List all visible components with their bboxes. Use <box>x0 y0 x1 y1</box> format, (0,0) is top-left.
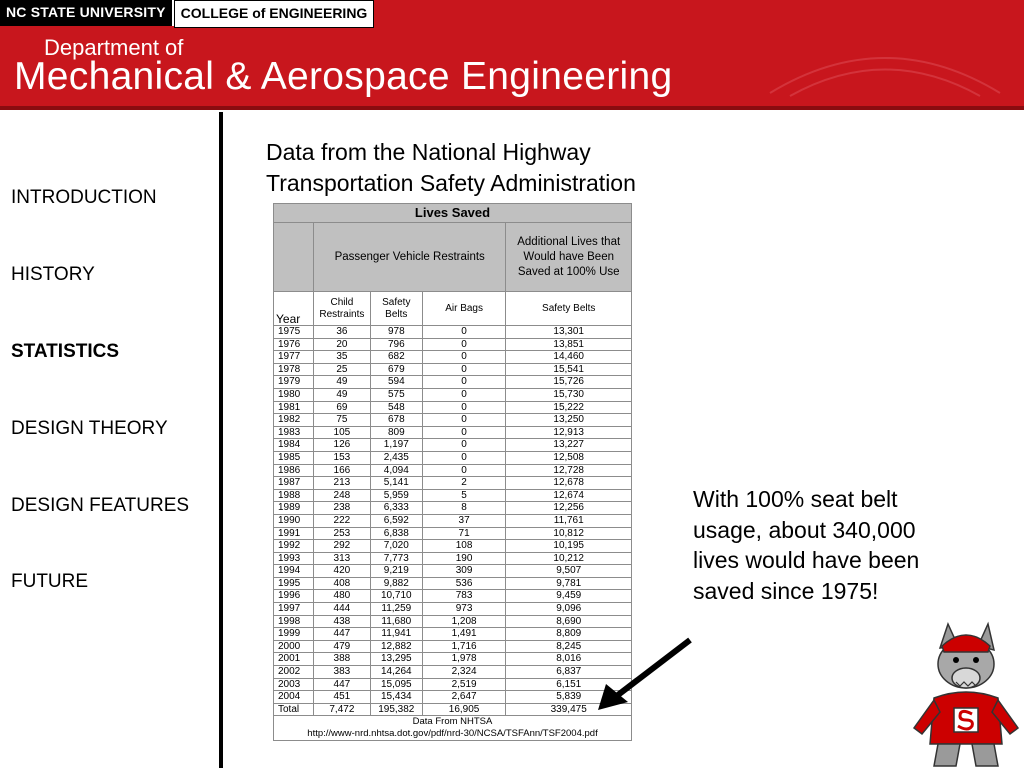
value-cell: 213 <box>313 477 370 490</box>
college-name[interactable]: COLLEGE of ENGINEERING <box>174 0 375 28</box>
table-row <box>274 338 632 351</box>
table-row <box>274 552 632 565</box>
value-cell: 447 <box>313 678 370 691</box>
year-cell: 1982 <box>274 414 314 427</box>
col-safety-belts: Safety Belts <box>370 292 422 326</box>
value-cell: 10,195 <box>506 540 632 553</box>
value-cell: 0 <box>422 326 506 339</box>
value-cell: 10,212 <box>506 552 632 565</box>
value-cell: 15,730 <box>506 388 632 401</box>
value-cell: 13,227 <box>506 439 632 452</box>
value-cell: 6,837 <box>506 666 632 679</box>
table-row <box>274 565 632 578</box>
group-header: Passenger Vehicle Restraints <box>313 223 506 292</box>
value-cell: 15,222 <box>506 401 632 414</box>
value-cell: 10,710 <box>370 590 422 603</box>
year-cell: 1990 <box>274 514 314 527</box>
value-cell: 809 <box>370 426 422 439</box>
year-cell: 2003 <box>274 678 314 691</box>
wolf-mascot-icon <box>908 620 1024 768</box>
department-label: Department of <box>44 35 184 60</box>
value-cell: 9,219 <box>370 565 422 578</box>
value-cell: 15,541 <box>506 363 632 376</box>
header-blank-cell <box>274 223 314 292</box>
year-cell: 1996 <box>274 590 314 603</box>
value-cell: 37 <box>422 514 506 527</box>
banner-stripe <box>0 106 1024 110</box>
table-row <box>274 540 632 553</box>
value-cell: 10,812 <box>506 527 632 540</box>
table-row <box>274 502 632 515</box>
value-cell: 0 <box>422 388 506 401</box>
table-row <box>274 640 632 653</box>
year-cell: 1983 <box>274 426 314 439</box>
value-cell: 12,674 <box>506 489 632 502</box>
value-cell: 0 <box>422 376 506 389</box>
year-cell: 1977 <box>274 351 314 364</box>
value-cell: 444 <box>313 603 370 616</box>
table-row <box>274 477 632 490</box>
year-cell: 1998 <box>274 615 314 628</box>
total-cell: 16,905 <box>422 703 506 716</box>
year-cell: 1985 <box>274 451 314 464</box>
year-cell: 1988 <box>274 489 314 502</box>
value-cell: 12,678 <box>506 477 632 490</box>
table-row <box>274 388 632 401</box>
additional-header: Additional Lives that Would have Been Saved at 100% Use <box>506 223 632 292</box>
value-cell: 9,882 <box>370 577 422 590</box>
value-cell: 0 <box>422 414 506 427</box>
value-cell: 248 <box>313 489 370 502</box>
table-row <box>274 603 632 616</box>
university-logo-bar <box>0 0 374 26</box>
value-cell: 536 <box>422 577 506 590</box>
value-cell: 5,959 <box>370 489 422 502</box>
value-cell: 6,592 <box>370 514 422 527</box>
value-cell: 978 <box>370 326 422 339</box>
total-cell: 339,475 <box>506 703 632 716</box>
year-cell: 2001 <box>274 653 314 666</box>
year-cell: 1994 <box>274 565 314 578</box>
value-cell: 9,507 <box>506 565 632 578</box>
value-cell: 2,435 <box>370 451 422 464</box>
table-row <box>274 615 632 628</box>
year-cell: 1992 <box>274 540 314 553</box>
value-cell: 238 <box>313 502 370 515</box>
value-cell: 2,647 <box>422 691 506 704</box>
value-cell: 8,016 <box>506 653 632 666</box>
value-cell: 383 <box>313 666 370 679</box>
value-cell: 0 <box>422 439 506 452</box>
year-cell: 1978 <box>274 363 314 376</box>
value-cell: 7,773 <box>370 552 422 565</box>
table-row <box>274 653 632 666</box>
value-cell: 451 <box>313 691 370 704</box>
arrow-icon <box>590 632 700 712</box>
total-cell: 7,472 <box>313 703 370 716</box>
year-cell: 1980 <box>274 388 314 401</box>
value-cell: 0 <box>422 426 506 439</box>
table-row <box>274 666 632 679</box>
value-cell: 479 <box>313 640 370 653</box>
value-cell: 6,838 <box>370 527 422 540</box>
value-cell: 15,434 <box>370 691 422 704</box>
value-cell: 5,839 <box>506 691 632 704</box>
value-cell: 153 <box>313 451 370 464</box>
table-row <box>274 590 632 603</box>
table-caption: Lives Saved <box>274 204 632 223</box>
value-cell: 2,519 <box>422 678 506 691</box>
value-cell: 222 <box>313 514 370 527</box>
year-cell: 1989 <box>274 502 314 515</box>
value-cell: 5,141 <box>370 477 422 490</box>
value-cell: 438 <box>313 615 370 628</box>
seal-watermark-icon <box>760 38 1010 98</box>
year-cell: 1984 <box>274 439 314 452</box>
nav-item-history[interactable]: HISTORY <box>11 264 95 285</box>
value-cell: 1,208 <box>422 615 506 628</box>
year-cell: 2000 <box>274 640 314 653</box>
value-cell: 49 <box>313 376 370 389</box>
value-cell: 11,680 <box>370 615 422 628</box>
value-cell: 13,851 <box>506 338 632 351</box>
value-cell: 796 <box>370 338 422 351</box>
col-child-restraints: Child Restraints <box>313 292 370 326</box>
value-cell: 25 <box>313 363 370 376</box>
year-cell: 1993 <box>274 552 314 565</box>
university-name[interactable]: NC STATE UNIVERSITY <box>0 0 174 26</box>
value-cell: 8,809 <box>506 628 632 641</box>
value-cell: 75 <box>313 414 370 427</box>
value-cell: 9,096 <box>506 603 632 616</box>
value-cell: 253 <box>313 527 370 540</box>
value-cell: 11,259 <box>370 603 422 616</box>
value-cell: 12,882 <box>370 640 422 653</box>
value-cell: 108 <box>422 540 506 553</box>
value-cell: 71 <box>422 527 506 540</box>
nav-item-design-theory[interactable]: DESIGN THEORY <box>11 418 168 439</box>
value-cell: 105 <box>313 426 370 439</box>
table-row <box>274 363 632 376</box>
table-row <box>274 527 632 540</box>
table-row <box>274 451 632 464</box>
department-name: Mechanical & Aerospace Engineering <box>14 55 673 98</box>
total-row <box>274 703 632 716</box>
nav-item-design-features[interactable]: DESIGN FEATURES <box>11 495 190 516</box>
table-row <box>274 414 632 427</box>
table-row <box>274 489 632 502</box>
callout-text: With 100% seat belt usage, about 340,000 lives would have been saved since 1975! <box>693 486 920 604</box>
year-cell: 1991 <box>274 527 314 540</box>
value-cell: 9,459 <box>506 590 632 603</box>
value-cell: 313 <box>313 552 370 565</box>
table-row <box>274 691 632 704</box>
table-row <box>274 464 632 477</box>
header-banner <box>0 0 1024 108</box>
year-cell: 1981 <box>274 401 314 414</box>
value-cell: 548 <box>370 401 422 414</box>
value-cell: 69 <box>313 401 370 414</box>
value-cell: 682 <box>370 351 422 364</box>
value-cell: 6,151 <box>506 678 632 691</box>
year-cell: 2002 <box>274 666 314 679</box>
value-cell: 2,324 <box>422 666 506 679</box>
value-cell: 783 <box>422 590 506 603</box>
value-cell: 0 <box>422 351 506 364</box>
value-cell: 594 <box>370 376 422 389</box>
year-cell: 1986 <box>274 464 314 477</box>
year-cell: 1976 <box>274 338 314 351</box>
value-cell: 0 <box>422 401 506 414</box>
year-cell: 1999 <box>274 628 314 641</box>
value-cell: 8,690 <box>506 615 632 628</box>
value-cell: 0 <box>422 451 506 464</box>
table-row <box>274 401 632 414</box>
value-cell: 5 <box>422 489 506 502</box>
table-row <box>274 577 632 590</box>
year-cell: 1979 <box>274 376 314 389</box>
source-url-link[interactable]: http://www-nrd.nhtsa.dot.gov/pdf/nrd-30/NCSA/TSFAnn/TSF2004.pdf <box>307 728 598 740</box>
nav-item-future[interactable]: FUTURE <box>11 571 89 592</box>
value-cell: 12,256 <box>506 502 632 515</box>
value-cell: 678 <box>370 414 422 427</box>
year-header: Year <box>274 292 314 326</box>
col-air-bags: Air Bags <box>422 292 506 326</box>
value-cell: 1,197 <box>370 439 422 452</box>
value-cell: 0 <box>422 338 506 351</box>
value-cell: 0 <box>422 363 506 376</box>
value-cell: 8,245 <box>506 640 632 653</box>
value-cell: 11,761 <box>506 514 632 527</box>
value-cell: 8 <box>422 502 506 515</box>
value-cell: 11,941 <box>370 628 422 641</box>
value-cell: 12,508 <box>506 451 632 464</box>
col-additional-safety-belts: Safety Belts <box>506 292 632 326</box>
value-cell: 13,301 <box>506 326 632 339</box>
value-cell: 36 <box>313 326 370 339</box>
value-cell: 20 <box>313 338 370 351</box>
value-cell: 0 <box>422 464 506 477</box>
value-cell: 1,978 <box>422 653 506 666</box>
value-cell: 309 <box>422 565 506 578</box>
value-cell: 14,264 <box>370 666 422 679</box>
lives-saved-table <box>273 203 632 741</box>
source-title: Data from the National Highway Transportation Safety Administration <box>266 139 636 196</box>
value-cell: 7,020 <box>370 540 422 553</box>
value-cell: 35 <box>313 351 370 364</box>
year-cell: 1987 <box>274 477 314 490</box>
value-cell: 12,913 <box>506 426 632 439</box>
total-label: Total <box>274 703 314 716</box>
value-cell: 1,716 <box>422 640 506 653</box>
value-cell: 4,094 <box>370 464 422 477</box>
year-cell: 2004 <box>274 691 314 704</box>
value-cell: 12,728 <box>506 464 632 477</box>
value-cell: 388 <box>313 653 370 666</box>
year-cell: 1995 <box>274 577 314 590</box>
value-cell: 15,726 <box>506 376 632 389</box>
table-row <box>274 514 632 527</box>
value-cell: 6,333 <box>370 502 422 515</box>
table-source-note <box>274 716 632 741</box>
value-cell: 575 <box>370 388 422 401</box>
value-cell: 1,491 <box>422 628 506 641</box>
value-cell: 679 <box>370 363 422 376</box>
nav-item-statistics[interactable]: STATISTICS <box>11 341 120 362</box>
value-cell: 973 <box>422 603 506 616</box>
value-cell: 420 <box>313 565 370 578</box>
table-row <box>274 439 632 452</box>
value-cell: 13,250 <box>506 414 632 427</box>
nav-item-introduction[interactable]: INTRODUCTION <box>11 187 157 208</box>
value-cell: 408 <box>313 577 370 590</box>
table-row <box>274 678 632 691</box>
total-cell: 195,382 <box>370 703 422 716</box>
value-cell: 480 <box>313 590 370 603</box>
value-cell: 292 <box>313 540 370 553</box>
sidebar-divider <box>219 112 223 768</box>
value-cell: 13,295 <box>370 653 422 666</box>
year-cell: 1997 <box>274 603 314 616</box>
table-row <box>274 376 632 389</box>
table-row <box>274 628 632 641</box>
table-row <box>274 426 632 439</box>
value-cell: 15,095 <box>370 678 422 691</box>
table-row <box>274 351 632 364</box>
value-cell: 49 <box>313 388 370 401</box>
value-cell: 126 <box>313 439 370 452</box>
value-cell: 166 <box>313 464 370 477</box>
value-cell: 14,460 <box>506 351 632 364</box>
value-cell: 447 <box>313 628 370 641</box>
year-cell: 1975 <box>274 326 314 339</box>
source-note-label: Data From NHTSA <box>412 716 493 728</box>
value-cell: 9,781 <box>506 577 632 590</box>
value-cell: 2 <box>422 477 506 490</box>
table-row <box>274 326 632 339</box>
value-cell: 190 <box>422 552 506 565</box>
